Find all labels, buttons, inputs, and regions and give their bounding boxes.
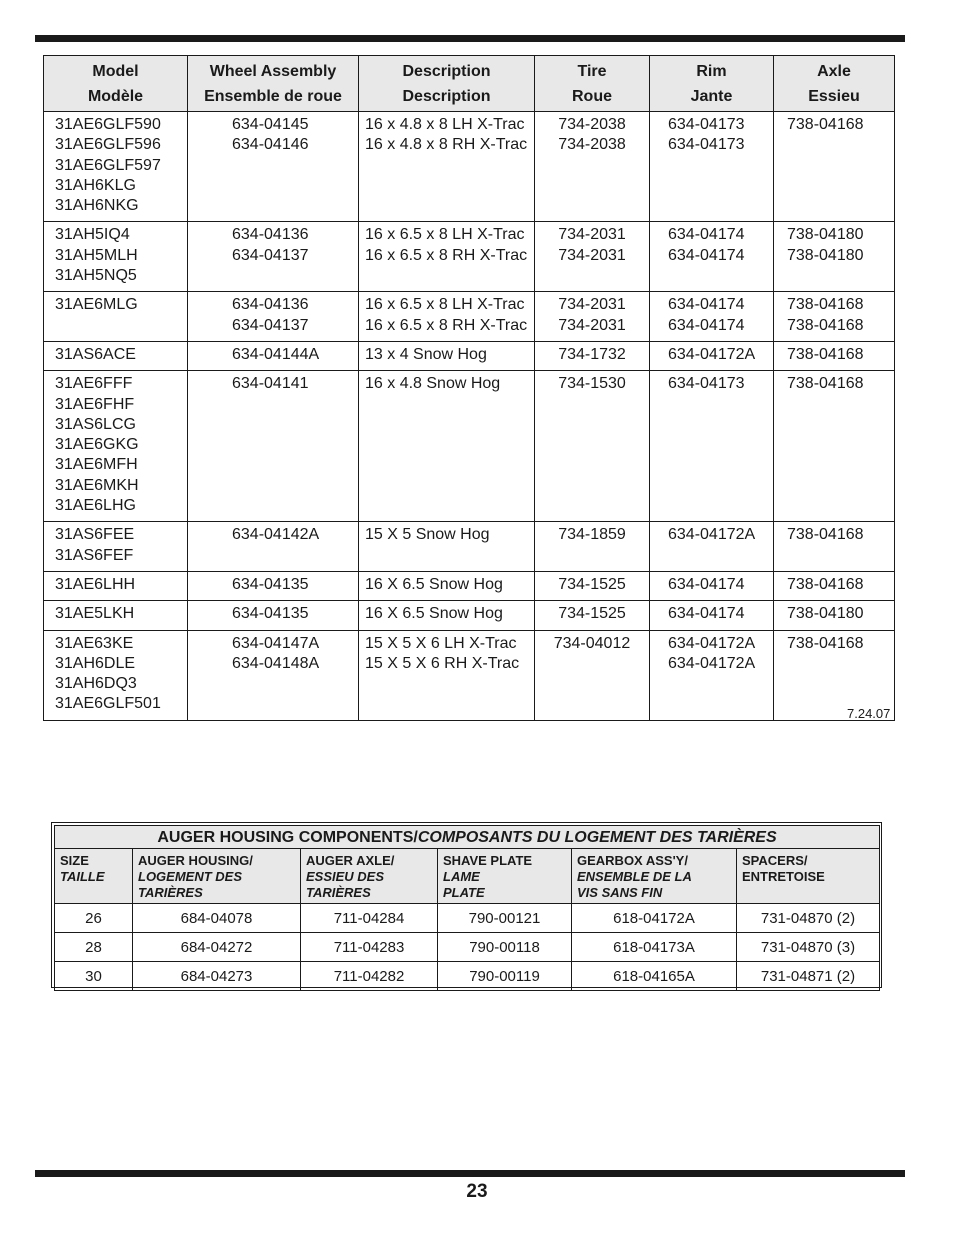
header-shave-plate: SHAVE PLATE LAME PLATE — [438, 849, 572, 904]
cell-model — [44, 522, 188, 572]
model-line: 31AE6FFF — [55, 375, 133, 393]
model-line: 31AE6GLF597 — [55, 156, 161, 174]
model-line: 31AH6NKG — [55, 197, 139, 215]
cell-axle — [774, 341, 895, 370]
cell-desc — [359, 112, 535, 222]
table-row — [44, 112, 895, 222]
desc-line: 16 x 6.5 x 8 RH X-Trac — [365, 316, 528, 334]
cell-rim — [650, 522, 774, 572]
cell-gearbox: 618-04172A — [572, 904, 737, 933]
table-row — [44, 601, 895, 630]
cell-wheel — [188, 222, 359, 292]
model-line: 31AH6DQ3 — [55, 675, 137, 693]
header-auger-housing: AUGER HOUSING/ LOGEMENT DES TARIÈRES — [133, 849, 301, 904]
wheel-line: 634-04135 — [232, 575, 309, 593]
model-line: 31AH6KLG — [55, 176, 136, 194]
model-line: 31AS6LCG — [55, 415, 136, 433]
desc-line: 16 x 4.8 x 8 RH X-Trac — [365, 136, 528, 154]
axle-line: 738-04180 — [787, 246, 864, 264]
rim-line: 634-04172A — [668, 634, 756, 652]
cell-auger-axle: 711-04283 — [301, 933, 438, 962]
rim-line: 634-04173 — [668, 116, 745, 133]
cell-axle — [774, 371, 895, 522]
cell-model — [44, 222, 188, 292]
cell-desc — [359, 630, 535, 720]
cell-axle — [774, 112, 895, 222]
cell-axle — [774, 522, 895, 572]
desc-line: 16 x 4.8 Snow Hog — [365, 375, 501, 393]
cell-wheel — [188, 371, 359, 522]
cell-wheel — [188, 522, 359, 572]
cell-spacers: 731-04870 (2) — [737, 904, 880, 933]
table-row — [44, 522, 895, 572]
table-row — [44, 630, 895, 720]
desc-line: 16 X 6.5 Snow Hog — [365, 575, 503, 593]
cell-rim — [650, 112, 774, 222]
rim-line: 634-04173 — [668, 136, 745, 154]
tire-line: 734-2038 — [558, 116, 626, 133]
tire-line: 734-1525 — [558, 605, 626, 623]
table-row — [55, 962, 880, 991]
model-line: 31AE6FHF — [55, 395, 135, 413]
desc-line: 16 x 4.8 x 8 LH X-Trac — [365, 116, 525, 133]
desc-line: 15 X 5 Snow Hog — [365, 526, 490, 544]
wheel-line: 634-04144A — [232, 345, 320, 363]
auger-header-row — [55, 849, 880, 904]
cell-tire — [535, 112, 650, 222]
desc-line: 16 x 6.5 x 8 LH X-Trac — [365, 226, 525, 244]
cell-model — [44, 112, 188, 222]
header-tire: Tire Roue — [535, 56, 650, 112]
model-line: 31AS6FEF — [55, 546, 134, 564]
axle-line: 738-04180 — [787, 226, 864, 244]
tire-line: 734-1732 — [558, 345, 626, 363]
cell-wheel — [188, 571, 359, 600]
wheel-line: 634-04137 — [232, 316, 309, 334]
table-row — [55, 933, 880, 962]
wheel-table-header-row — [44, 56, 895, 112]
header-size: SIZE TAILLE — [55, 849, 133, 904]
cell-rim — [650, 601, 774, 630]
axle-line: 738-04168 — [787, 575, 864, 593]
cell-shave-plate: 790-00121 — [438, 904, 572, 933]
axle-line: 738-04168 — [787, 634, 864, 652]
table-row — [44, 341, 895, 370]
table-row — [55, 904, 880, 933]
cell-axle — [774, 601, 895, 630]
cell-desc — [359, 522, 535, 572]
cell-tire — [535, 341, 650, 370]
cell-model — [44, 371, 188, 522]
cell-model — [44, 630, 188, 720]
cell-model — [44, 571, 188, 600]
table-row — [44, 292, 895, 342]
rim-line: 634-04174 — [668, 226, 745, 244]
wheel-line: 634-04135 — [232, 605, 309, 623]
wheel-line: 634-04136 — [232, 226, 309, 244]
model-line: 31AE6LHG — [55, 497, 136, 515]
model-line: 31AH5IQ4 — [55, 226, 130, 244]
cell-gearbox: 618-04173A — [572, 933, 737, 962]
desc-line: 16 X 6.5 Snow Hog — [365, 605, 503, 623]
wheel-line: 634-04141 — [232, 375, 309, 393]
cell-model — [44, 341, 188, 370]
model-line: 31AE5LKH — [55, 605, 135, 623]
wheel-line: 634-04137 — [232, 246, 309, 264]
model-line: 31AE6GLF590 — [55, 116, 161, 133]
cell-axle — [774, 292, 895, 342]
desc-line: 15 X 5 X 6 LH X-Trac — [365, 634, 517, 652]
cell-auger-housing: 684-04078 — [133, 904, 301, 933]
model-line: 31AE6GLF596 — [55, 136, 161, 154]
cell-axle — [774, 571, 895, 600]
tire-line: 734-2038 — [558, 136, 626, 154]
tire-line: 734-2031 — [558, 296, 626, 314]
model-line: 31AE6MLG — [55, 296, 138, 314]
rim-line: 634-04174 — [668, 575, 745, 593]
cell-size: 30 — [55, 962, 133, 991]
cell-rim — [650, 292, 774, 342]
tire-line: 734-1859 — [558, 526, 626, 544]
rim-line: 634-04174 — [668, 316, 745, 334]
rim-line: 634-04173 — [668, 375, 745, 393]
cell-tire — [535, 292, 650, 342]
cell-desc — [359, 222, 535, 292]
cell-rim — [650, 571, 774, 600]
cell-tire — [535, 222, 650, 292]
axle-line: 738-04168 — [787, 375, 864, 393]
cell-rim — [650, 630, 774, 720]
cell-size: 28 — [55, 933, 133, 962]
axle-line: 738-04168 — [787, 316, 864, 334]
tire-line: 734-1525 — [558, 575, 626, 593]
date-code: 7.24.07 — [847, 706, 891, 721]
cell-spacers: 731-04871 (2) — [737, 962, 880, 991]
cell-desc — [359, 292, 535, 342]
model-line: 31AS6ACE — [55, 345, 136, 363]
model-line: 31AE6LHH — [55, 575, 136, 593]
cell-axle — [774, 222, 895, 292]
model-line: 31AH6DLE — [55, 654, 136, 672]
cell-tire — [535, 571, 650, 600]
wheel-line: 634-04146 — [232, 136, 309, 154]
cell-size: 26 — [55, 904, 133, 933]
header-model: Model Modèle — [44, 56, 188, 112]
cell-desc — [359, 341, 535, 370]
cell-spacers: 731-04870 (3) — [737, 933, 880, 962]
header-axle: Axle Essieu — [774, 56, 895, 112]
table-row — [44, 371, 895, 522]
axle-line: 738-04168 — [787, 116, 864, 133]
rim-line: 634-04174 — [668, 246, 745, 264]
desc-line: 16 x 6.5 x 8 LH X-Trac — [365, 296, 525, 314]
cell-wheel — [188, 601, 359, 630]
rim-line: 634-04172A — [668, 345, 756, 363]
cell-model — [44, 292, 188, 342]
auger-title-row — [55, 826, 880, 849]
model-line: 31AE63KE — [55, 634, 134, 652]
cell-shave-plate: 790-00118 — [438, 933, 572, 962]
rim-line: 634-04174 — [668, 296, 745, 314]
cell-desc — [359, 571, 535, 600]
cell-rim — [650, 222, 774, 292]
model-line: 31AE6GKG — [55, 436, 139, 454]
cell-auger-axle: 711-04282 — [301, 962, 438, 991]
axle-line: 738-04180 — [787, 605, 864, 623]
wheel-line: 634-04148A — [232, 654, 320, 672]
axle-line: 738-04168 — [787, 345, 864, 363]
desc-line: 15 X 5 X 6 RH X-Trac — [365, 654, 520, 672]
cell-rim — [650, 341, 774, 370]
cell-wheel — [188, 630, 359, 720]
header-auger-axle: AUGER AXLE/ ESSIEU DES TARIÈRES — [301, 849, 438, 904]
table-row — [44, 571, 895, 600]
cell-desc — [359, 601, 535, 630]
tire-line: 734-2031 — [558, 226, 626, 244]
cell-wheel — [188, 292, 359, 342]
header-rim: Rim Jante — [650, 56, 774, 112]
wheel-line: 634-04142A — [232, 526, 320, 544]
tire-line: 734-2031 — [558, 316, 626, 334]
model-line: 31AE6GLF501 — [55, 695, 161, 713]
wheel-line: 634-04147A — [232, 634, 320, 652]
bottom-rule — [35, 1170, 905, 1177]
cell-gearbox: 618-04165A — [572, 962, 737, 991]
tire-line: 734-1530 — [558, 375, 626, 393]
cell-wheel — [188, 341, 359, 370]
page-number: 23 — [466, 1181, 488, 1202]
model-line: 31AS6FEE — [55, 526, 135, 544]
tire-line: 734-2031 — [558, 246, 626, 264]
cell-desc — [359, 371, 535, 522]
cell-auger-housing: 684-04273 — [133, 962, 301, 991]
model-line: 31AE6MKH — [55, 476, 139, 494]
auger-table-title: AUGER HOUSING COMPONENTS/COMPOSANTS DU LOGEMENT DES TARIÈRES — [55, 826, 880, 849]
header-description: Description Description — [359, 56, 535, 112]
cell-auger-axle: 711-04284 — [301, 904, 438, 933]
axle-line: 738-04168 — [787, 296, 864, 314]
header-spacers: SPACERS/ ENTRETOISE — [737, 849, 880, 904]
auger-housing-table — [54, 825, 880, 991]
cell-tire — [535, 522, 650, 572]
header-gearbox: GEARBOX ASS'Y/ ENSEMBLE DE LA VIS SANS FIN — [572, 849, 737, 904]
cell-model — [44, 601, 188, 630]
cell-wheel — [188, 112, 359, 222]
header-wheel-assembly: Wheel Assembly Ensemble de roue — [188, 56, 359, 112]
cell-tire — [535, 630, 650, 720]
wheel-assembly-table — [43, 55, 895, 721]
top-rule — [35, 35, 905, 42]
cell-tire — [535, 371, 650, 522]
model-line: 31AE6MFH — [55, 456, 138, 474]
desc-line: 16 x 6.5 x 8 RH X-Trac — [365, 246, 528, 264]
cell-tire — [535, 601, 650, 630]
tire-line: 734-04012 — [553, 634, 631, 652]
cell-rim — [650, 371, 774, 522]
cell-auger-housing: 684-04272 — [133, 933, 301, 962]
model-line: 31AH5MLH — [55, 246, 138, 264]
wheel-line: 634-04136 — [232, 296, 309, 314]
table-row — [44, 222, 895, 292]
wheel-line: 634-04145 — [232, 116, 309, 133]
axle-line: 738-04168 — [787, 526, 864, 544]
rim-line: 634-04172A — [668, 654, 756, 672]
model-line: 31AH5NQ5 — [55, 267, 137, 285]
desc-line: 13 x 4 Snow Hog — [365, 345, 487, 363]
rim-line: 634-04172A — [668, 526, 756, 544]
rim-line: 634-04174 — [668, 605, 745, 623]
cell-shave-plate: 790-00119 — [438, 962, 572, 991]
